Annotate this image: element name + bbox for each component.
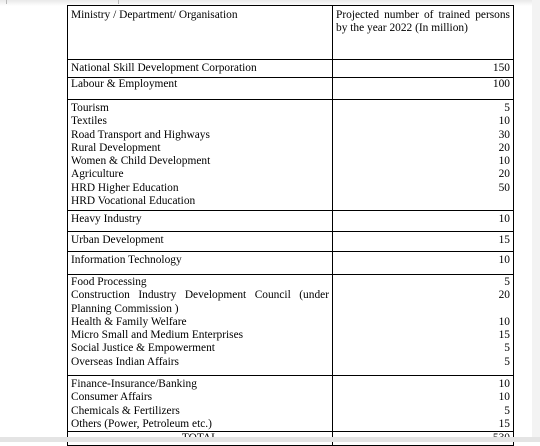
value-cell — [333, 275, 514, 376]
ministry-name: Construction Industry Development Council (under Planning Commission ) — [71, 289, 329, 315]
value-text: 15 — [498, 329, 510, 342]
value-text: 20 — [498, 289, 510, 302]
value-cell — [333, 100, 514, 211]
ministry-name: HRD Higher Education — [71, 181, 179, 194]
ministry-name: Tourism — [71, 102, 109, 114]
skills-projection-table — [67, 5, 514, 446]
ministry-cell — [68, 211, 333, 232]
value-text: 10 — [498, 115, 510, 128]
value-cell — [333, 60, 514, 78]
value-text: 150 — [492, 62, 510, 74]
value-text: 5 — [504, 276, 510, 288]
ministry-name: Overseas Indian Affairs — [71, 355, 179, 368]
table-row-group-6 — [68, 252, 514, 275]
value-cell — [333, 78, 514, 100]
value-text: 5 — [504, 404, 510, 417]
ministry-name: Urban Development — [71, 234, 164, 246]
value-text: 10 — [498, 155, 510, 168]
value-text: 20 — [498, 141, 510, 154]
value-text — [336, 303, 510, 316]
table-row-group-7 — [68, 275, 514, 376]
header-projected-text: Projected number of trained persons by the year 2022 (In million) — [336, 9, 510, 35]
table-row-group-4 — [68, 211, 514, 232]
value-text: 10 — [498, 254, 510, 266]
value-cell — [333, 376, 514, 432]
ministry-cell — [68, 275, 333, 376]
ministry-cell — [68, 100, 333, 211]
value-text: 10 — [498, 391, 510, 404]
ministry-name: Road Transport and Highways — [71, 128, 210, 141]
value-text: 5 — [504, 355, 510, 368]
value-text: 15 — [498, 417, 510, 430]
value-text: 30 — [498, 128, 510, 141]
ministry-name: Others (Power, Petroleum etc.) — [71, 417, 212, 430]
ministry-name: Consumer Affairs — [71, 391, 153, 404]
header-row — [68, 6, 514, 60]
ministry-name: Chemicals & Fertilizers — [71, 404, 180, 417]
ministry-name: Micro Small and Medium Enterprises — [71, 329, 244, 342]
ministry-name: Labour & Employment — [71, 78, 178, 90]
ministry-name: Social Justice & Empowerment — [71, 342, 215, 355]
table-row-group-8 — [68, 376, 514, 432]
ministry-name: Agriculture — [71, 168, 124, 181]
header-ministry — [68, 6, 333, 60]
ministry-name: Women & Child Development — [71, 155, 211, 168]
ministry-name: Textiles — [71, 115, 107, 128]
value-text: 10 — [498, 315, 510, 328]
table-row-group-3 — [68, 100, 514, 211]
value-text: 10 — [498, 213, 510, 225]
ministry-name: National Skill Development Corporation — [71, 62, 257, 74]
ministry-name: Health & Family Welfare — [71, 315, 187, 328]
header-ministry-text: Ministry / Department/ Organisation — [71, 9, 238, 21]
ministry-cell — [68, 376, 333, 432]
ministry-cell — [68, 232, 333, 252]
value-cell — [333, 252, 514, 275]
ministry-name: HRD Vocational Education — [71, 195, 196, 208]
ministry-cell — [68, 78, 333, 100]
bottom-scroll-edge — [0, 437, 540, 442]
right-gutter — [532, 0, 540, 442]
ministry-cell — [68, 252, 333, 275]
value-text: 15 — [498, 234, 510, 246]
value-text: 5 — [504, 342, 510, 355]
page-edge-tick — [6, 0, 7, 4]
value-cell — [333, 232, 514, 252]
ministry-name: Rural Development — [71, 141, 161, 154]
ministry-name: Finance-Insurance/Banking — [71, 378, 197, 390]
page-edge-tick — [118, 0, 119, 4]
value-text: 10 — [498, 378, 510, 390]
table-row-group-2 — [68, 78, 514, 100]
table-row-group-1 — [68, 60, 514, 78]
value-cell — [333, 211, 514, 232]
ministry-name: Heavy Industry — [71, 213, 142, 225]
ministry-name: Information Technology — [71, 254, 182, 266]
value-text: 5 — [504, 102, 510, 114]
header-projected — [333, 6, 514, 60]
ministry-cell — [68, 60, 333, 78]
value-text: 100 — [492, 78, 510, 90]
table-row-group-5 — [68, 232, 514, 252]
value-text: 20 — [498, 168, 510, 181]
value-text: 50 — [498, 181, 510, 194]
ministry-name: Food Processing — [71, 276, 147, 288]
